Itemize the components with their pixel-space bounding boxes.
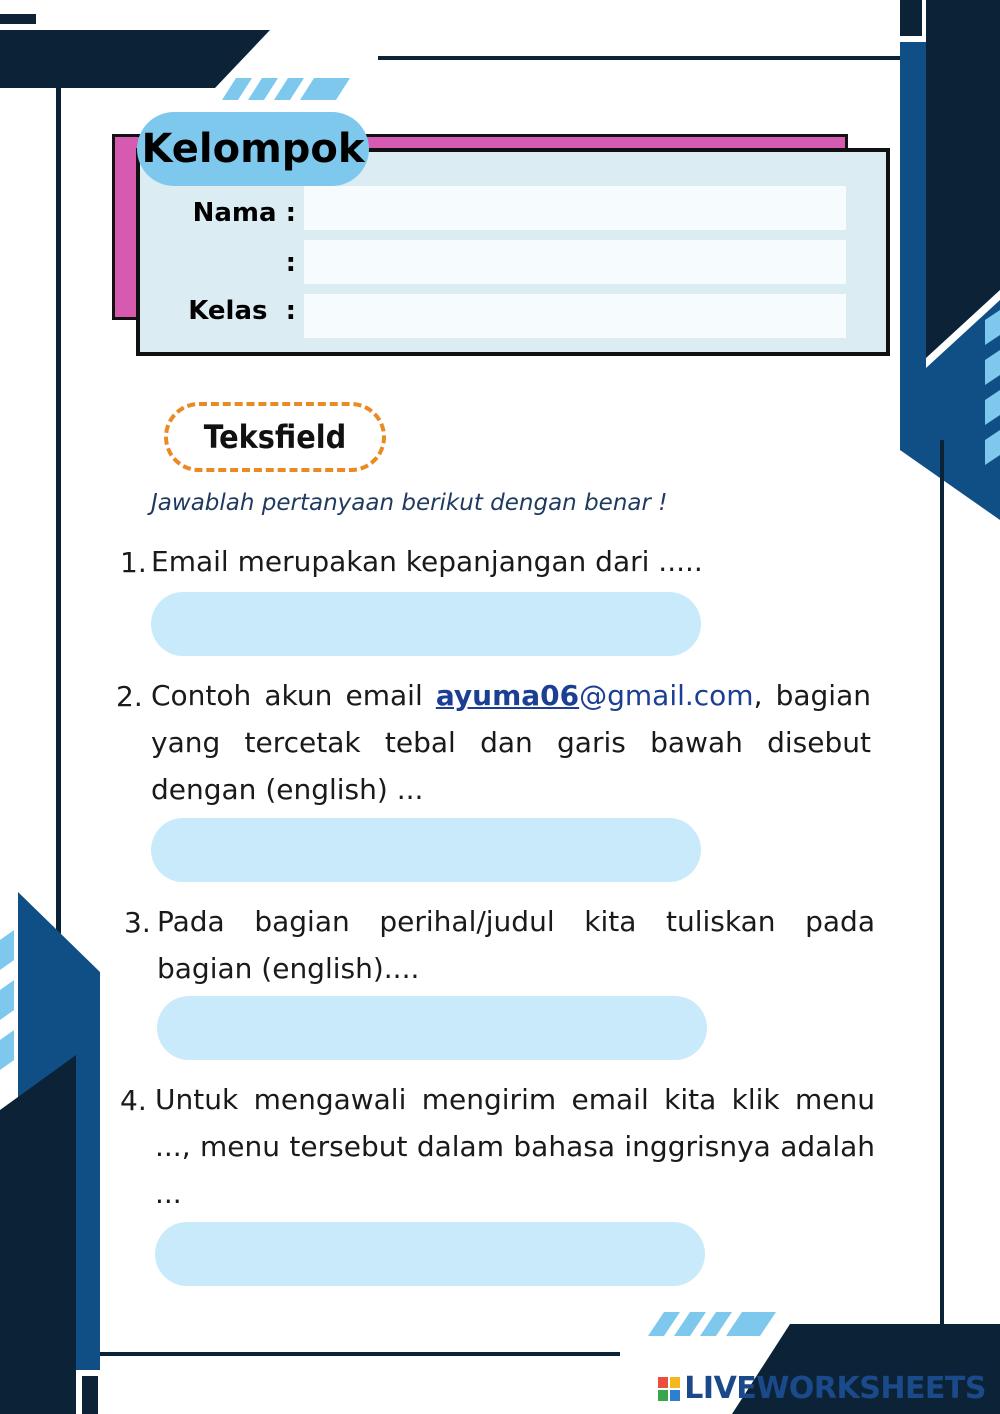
- question-number: 3.: [124, 906, 151, 939]
- name-input[interactable]: [304, 186, 846, 230]
- answer-1-input[interactable]: [151, 592, 701, 656]
- question-number: 4.: [120, 1084, 147, 1117]
- question-2-text-end: , bagian yang tercetak tebal dan garis bawah disebut dengan (english) ...: [151, 679, 871, 806]
- section-title-pill: Teksfield: [164, 402, 386, 472]
- answer-2-input[interactable]: [151, 818, 701, 882]
- email-domain: @gmail.com: [579, 679, 754, 712]
- logo-text: LIVEWORKSHEETS: [684, 1371, 986, 1406]
- class-input[interactable]: [304, 294, 846, 338]
- liveworksheets-icon: [658, 1377, 680, 1401]
- liveworksheets-logo: [658, 1371, 986, 1406]
- name-label: Nama :: [192, 198, 296, 228]
- question-3-text: Pada bagian perihal/judul kita tuliskan pada bagian (english)....: [157, 905, 875, 985]
- question-2-text: [151, 672, 871, 813]
- answer-3-input[interactable]: [157, 996, 707, 1060]
- question-2-text-start: Contoh akun email: [151, 679, 436, 712]
- answer-4-input[interactable]: [155, 1222, 705, 1286]
- class-label: Kelas :: [188, 296, 296, 326]
- group-title-badge: Kelompok: [137, 112, 369, 186]
- question-1-text: Email merupakan kepanjangan dari .....: [151, 545, 703, 578]
- instruction-text: Jawablah pertanyaan berikut dengan benar !: [151, 490, 668, 516]
- second-name-label: :: [285, 248, 296, 278]
- question-number: 1.: [120, 546, 147, 579]
- email-username-highlight: ayuma06: [435, 679, 580, 712]
- second-name-input[interactable]: [304, 240, 846, 284]
- question-number: 2.: [116, 680, 143, 713]
- question-4-text: Untuk mengawali mengirim email kita klik menu ..., menu tersebut dalam bahasa inggrisnya adalah ...: [155, 1083, 875, 1210]
